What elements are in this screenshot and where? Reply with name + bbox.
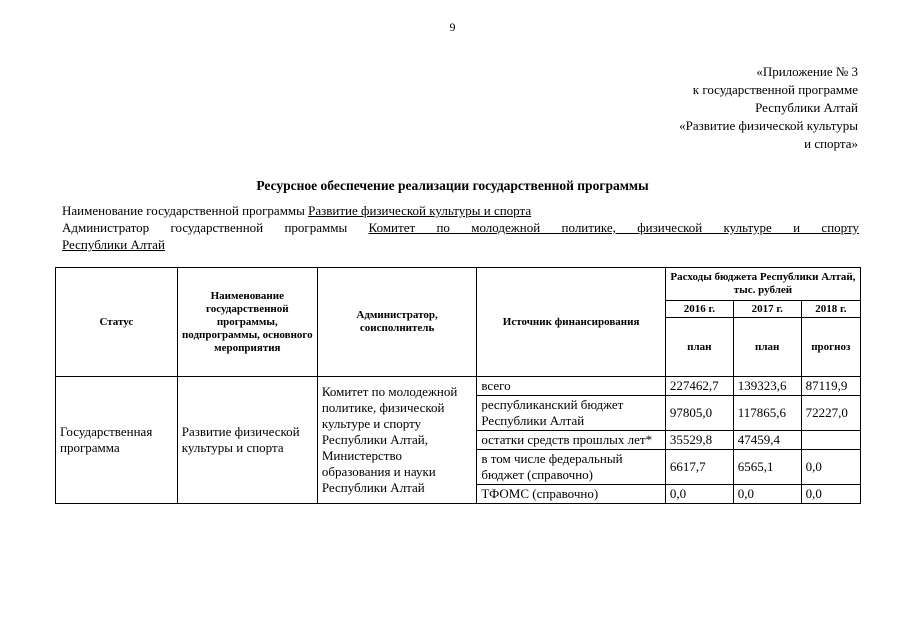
- value-2018: 72227,0: [801, 396, 860, 431]
- header-status: Статус: [56, 268, 178, 377]
- value-2017: 0,0: [733, 485, 801, 504]
- administrator-line: [62, 219, 859, 236]
- table-row: [56, 377, 861, 396]
- funding-source-cell: ТФОМС (справочно): [477, 485, 666, 504]
- document-title: Ресурсное обеспечение реализации государственной программы: [256, 178, 649, 193]
- value-2017: 117865,6: [733, 396, 801, 431]
- program-name-label: Наименование государственной программы: [62, 203, 309, 218]
- value-2016: 6617,7: [665, 450, 733, 485]
- value-2017: 139323,6: [733, 377, 801, 396]
- status-cell: Государственная программа: [56, 377, 178, 504]
- administrator-label: Администратор государственной программы: [62, 220, 369, 235]
- funding-source-cell: в том числе федеральный бюджет (справочно): [477, 450, 666, 485]
- appendix-line: и спорта»: [804, 136, 858, 151]
- value-2016: 97805,0: [665, 396, 733, 431]
- header-year: 2017 г.: [733, 301, 801, 318]
- value-2018: 0,0: [801, 450, 860, 485]
- header-year: 2018 г.: [801, 301, 860, 318]
- value-2016: 0,0: [665, 485, 733, 504]
- value-2018: [801, 431, 860, 450]
- appendix-header: [679, 63, 858, 153]
- funding-source-cell: республиканский бюджет Республики Алтай: [477, 396, 666, 431]
- header-kind: прогноз: [801, 318, 860, 377]
- funding-source-cell: всего: [477, 377, 666, 396]
- header-kind: план: [733, 318, 801, 377]
- header-year: 2016 г.: [665, 301, 733, 318]
- appendix-line: «Приложение № 3: [756, 64, 858, 79]
- program-name-line: [62, 202, 531, 219]
- header-funding-source: Источник финансирования: [477, 268, 666, 377]
- page-number: 9: [449, 20, 456, 34]
- value-2016: 35529,8: [665, 431, 733, 450]
- administrator-value-continued: Республики Алтай: [62, 237, 165, 252]
- value-2018: 87119,9: [801, 377, 860, 396]
- administrator-cell: Комитет по молодежной политике, физической культуре и спорту Республики Алтай, Министерство образования и науки Республики Алтай: [317, 377, 476, 504]
- header-program-name: Наименование государственной программы, подпрограммы, основного мероприятия: [177, 268, 317, 377]
- appendix-line: к государственной программе: [692, 82, 858, 97]
- header-budget-expenses: Расходы бюджета Республики Алтай, тыс. рублей: [665, 268, 860, 301]
- value-2018: 0,0: [801, 485, 860, 504]
- value-2017: 47459,4: [733, 431, 801, 450]
- appendix-line: «Развитие физической культуры: [679, 118, 858, 133]
- header-administrator: Администратор, соисполнитель: [317, 268, 476, 377]
- funding-source-cell: остатки средств прошлых лет*: [477, 431, 666, 450]
- header-kind: план: [665, 318, 733, 377]
- value-2016: 227462,7: [665, 377, 733, 396]
- appendix-line: Республики Алтай: [755, 100, 858, 115]
- program-name-cell: Развитие физической культуры и спорта: [177, 377, 317, 504]
- program-name-value: Развитие физической культуры и спорта: [308, 203, 532, 218]
- value-2017: 6565,1: [733, 450, 801, 485]
- resource-table: [55, 267, 861, 504]
- administrator-value: Комитет по молодежной политике, физической культуре и спорту: [368, 220, 859, 235]
- administrator-line-continued: [62, 236, 165, 253]
